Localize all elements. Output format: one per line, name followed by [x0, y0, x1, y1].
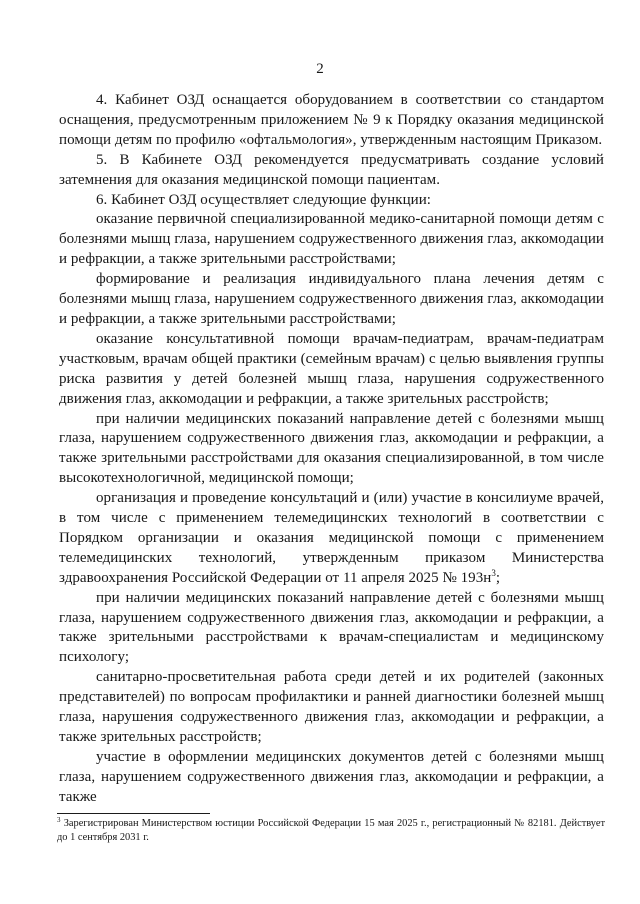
footnote-marker: 3 [57, 816, 61, 824]
footnote-text: Зарегистрирован Министерством юстиции Российской Федерации 15 мая 2025 г., регистрационный № 82181. Действует до 1 сентября 2031 г. [57, 818, 605, 843]
function-telemedicine-consultations [59, 489, 604, 589]
function-referral-specialists: при наличии медицинских показаний направление детей с болезнями мышц глаза, нарушением содружественного движения глаз, аккомодации и рефракции, а также зрительными расстройствами к врачам-специалистам и медицинскому психологу; [59, 589, 604, 666]
paragraph-item-5: 5. В Кабинете ОЗД рекомендуется предусматривать создание условий затемнения для оказания медицинской помощи пациентам. [59, 151, 604, 188]
function-consulting-pediatricians: оказание консультативной помощи врачам-педиатрам, врачам-педиатрам участковым, врачам общей практики (семейным врачам) с целью выявления группы риска развития у детей болезней мышц глаза, нарушения содружественного движения глаз, аккомодации и рефракции, а также зрительных расстройств; [59, 330, 604, 407]
page-number: 2 [316, 61, 324, 77]
document-body [59, 91, 604, 808]
paragraph-item-4: 4. Кабинет ОЗД оснащается оборудованием в соответствии со стандартом оснащения, предусмотренным приложением № 9 к Порядку оказания медицинской помощи детям по профилю «офтальмология», утвержденным настоящим Приказом. [59, 92, 604, 148]
function-health-education: санитарно-просветительная работа среди детей и их родителей (законных представителей) по вопросам профилактики и ранней диагностики болезней мышц глаза, нарушения содружественного движения глаз, аккомодации и рефракции, а также зрительных расстройств; [59, 669, 604, 745]
function-medical-documents: участие в оформлении медицинских документов детей с болезнями мышц глаза, нарушением содружественного движения глаз, аккомодации и рефракции, а также [59, 748, 604, 805]
footnote-reference: 3 [491, 567, 496, 578]
footnote [57, 817, 605, 845]
footnote-reference-tail: ; [495, 569, 501, 586]
function-primary-care: оказание первичной специализированной медико-санитарной помощи детям с болезнями мышц глаза, нарушением содружественного движения глаз, аккомодации и рефракции, а также зрительными расстройствами; [59, 211, 604, 268]
paragraph-item-6-heading: 6. Кабинет ОЗД осуществляет следующие функции: [96, 191, 432, 208]
telemedicine-text: организация и проведение консультаций и (или) участие в консилиуме врачей, в том числе с применением телемедицинских технологий в соответствии с Порядком организации и оказания медицинской помощи с применением телемедицинских технологий, утвержденным приказом Министерства здравоохранения Российской Федерации от 11 апреля 2025 № 193н [59, 490, 604, 586]
footnote-divider [57, 813, 210, 814]
function-treatment-plan: формирование и реализация индивидуального плана лечения детям с болезнями мышц глаза, нарушением содружественного движения глаз, аккомодации и рефракции, а также зрительными расстройствами; [59, 271, 604, 327]
function-referral-specialized-care: при наличии медицинских показаний направление детей с болезнями мышц глаза, нарушением содружественного движения глаз, аккомодации и рефракции, а также зрительными расстройствами для оказания специализированной, в том числе высокотехнологичной, медицинской помощи; [59, 410, 604, 487]
